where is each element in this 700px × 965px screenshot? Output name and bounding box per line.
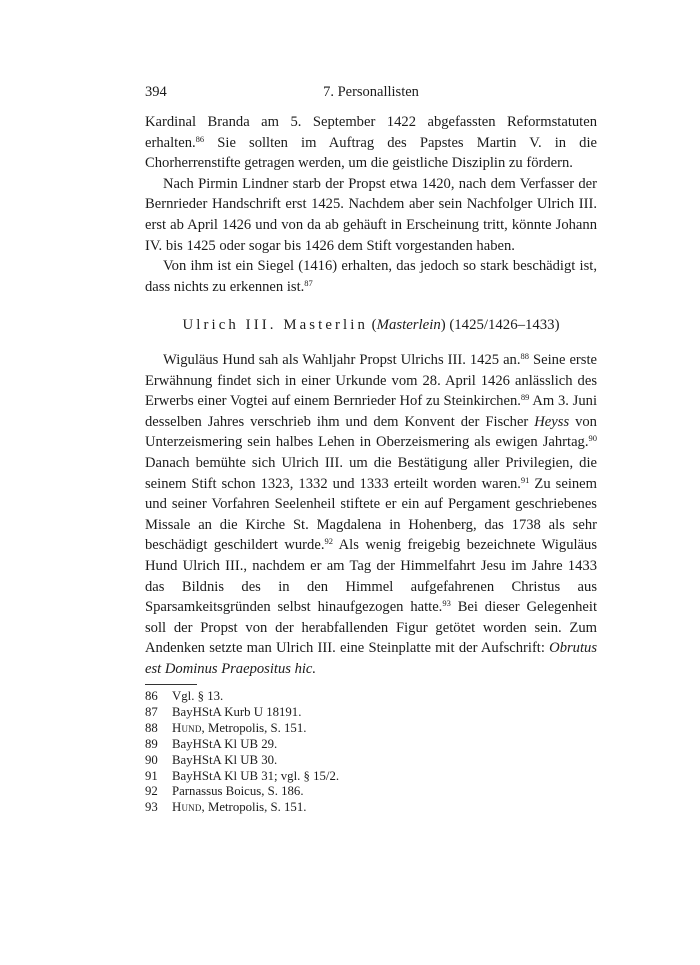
footnote <box>145 705 597 721</box>
footnote <box>145 769 597 785</box>
footnote-number: 93 <box>145 800 158 815</box>
footnote-ref[interactable]: 90 <box>588 433 597 444</box>
text-block-johann <box>145 112 597 297</box>
text-run: von Unterzeismering sein halbes Lehen in Oberzeismering als ewigen Jahrtag. <box>145 413 597 451</box>
footnote-author: Hund <box>172 800 202 815</box>
text-run: Wiguläus Hund sah als Wahljahr Propst Ulrichs III. 1425 an. <box>163 352 521 368</box>
paragraph-ulrich <box>145 350 597 680</box>
footnote-ref[interactable]: 91 <box>520 474 530 485</box>
footnote-ref[interactable]: 86 <box>195 133 205 144</box>
footnote-separator <box>145 684 197 685</box>
heading-variant-open: ( <box>367 317 377 333</box>
footnote-text: , Metropolis, S. 151. <box>201 720 307 735</box>
footnote-number: 89 <box>145 736 158 751</box>
text-run: Als wenig freigebig bezeichnete Wiguläus Hund Ulrich III., nachdem er am Tag der Himmelfahrt Jesu im Jahre 1433 das Bildnis des in den Himmel aufgefahrenen Christus aus Sparsamkeitsgründen selbst hinaufgezogen hatte. <box>145 537 597 616</box>
footnote-author: Hund <box>172 720 202 735</box>
footnote-text: Vgl. § 13. <box>172 689 224 703</box>
text-run: Bei dieser Gelegenheit soll der Propst von der herabfallenden Figur getötet worden sein. Zum Andenken setzte man Ulrich III. eine Steinplatte mit der Aufschrift: <box>145 599 597 657</box>
latin-inscription: Obrutus est Dominus Praepositus hic. <box>145 640 597 677</box>
text-run: Zu seinem und seiner Vorfahren Seelenheil stiftete er ein auf Pergament geschriebenes Missale an die Kirche St. Magdalena in Hohenberg, das 1738 als sehr beschädigt geschildert wurde. <box>145 475 597 554</box>
footnote-ref[interactable]: 88 <box>520 351 529 361</box>
footnote-ref[interactable]: 92 <box>324 536 333 547</box>
footnote <box>145 784 597 800</box>
footnote <box>145 753 597 769</box>
footnote-number: 86 <box>145 689 158 703</box>
text-run: Kardinal Branda am 5. September 1422 abgefassten Reformstatuten erhalten. <box>145 114 597 151</box>
heading-dates: ) (1425/1426–1433) <box>440 317 560 333</box>
footnote-text: Parnassus Boicus, S. 186. <box>172 784 304 799</box>
running-title: 7. Personallisten <box>323 84 419 100</box>
text-run: Danach bemühte sich Ulrich III. um die Bestätigung aller Privilegien, die seinem Stift schon 1323, 1332 und 1333 erteilt worden waren. <box>145 454 597 492</box>
paragraph-reform-statutes <box>145 112 597 174</box>
heading-name: Ulrich III. Masterlin <box>182 317 368 333</box>
footnote-text: BayHStA Kl UB 29. <box>172 736 278 751</box>
footnote <box>145 721 597 737</box>
footnote-number: 91 <box>145 768 158 783</box>
footnote-number: 90 <box>145 752 158 767</box>
text-block-ulrich <box>145 350 597 680</box>
text-run: Am 3. Juni desselben Jahres verschrieb ihm und dem Konvent der Fischer <box>145 393 597 430</box>
footnote <box>145 737 597 753</box>
footnote-ref[interactable]: 93 <box>442 598 451 609</box>
italic-name: Heyss <box>534 413 570 430</box>
page-number: 394 <box>145 84 167 100</box>
footnote-text: , Metropolis, S. 151. <box>201 800 307 815</box>
footnote-text: BayHStA Kl UB 31; vgl. § 15/2. <box>172 768 340 783</box>
footnote-number: 92 <box>145 784 158 799</box>
paragraph-seal <box>145 256 597 297</box>
paragraph-death-date: Nach Pirmin Lindner starb der Propst etwa 1420, nach dem Verfasser der Bernrieder Handschrift erst 1425. Nachdem aber sein Nachfolger Ulrich III. erst ab April 1426 und von da ab gehäuft in Erscheinung tritt, könnte Johann IV. bis 1425 oder sogar bis 1426 dem Stift vorgestanden haben. <box>145 175 597 254</box>
footnote-ref[interactable]: 89 <box>520 392 530 403</box>
footnotes <box>145 689 597 816</box>
footnote-text: BayHStA Kurb U 18191. <box>172 704 302 719</box>
footnote <box>145 800 597 816</box>
section-heading <box>145 317 597 334</box>
text-run: Von ihm ist ein Siegel (1416) erhalten, das jedoch so stark beschädigt ist, dass nichts zu erkennen ist. <box>145 258 597 295</box>
running-header <box>145 84 597 104</box>
text-run: Sie sollten im Auftrag des Papstes Martin V. in die Chorherrenstifte getragen werden, um die geistliche Disziplin zu fördern. <box>145 134 597 172</box>
footnote-ref[interactable]: 87 <box>304 277 313 288</box>
footnote <box>145 689 597 705</box>
footnote-text: BayHStA Kl UB 30. <box>172 752 278 767</box>
footnote-number: 87 <box>145 704 158 719</box>
footnote-number: 88 <box>145 720 158 735</box>
text-run: Seine erste Erwähnung findet sich in einer Urkunde vom 28. April 1426 anlässlich des Erwerbs einer Vogtei auf einem Bernrieder Hof zu Steinkirchen. <box>145 352 597 410</box>
heading-variant-name: Masterlein <box>376 317 441 333</box>
